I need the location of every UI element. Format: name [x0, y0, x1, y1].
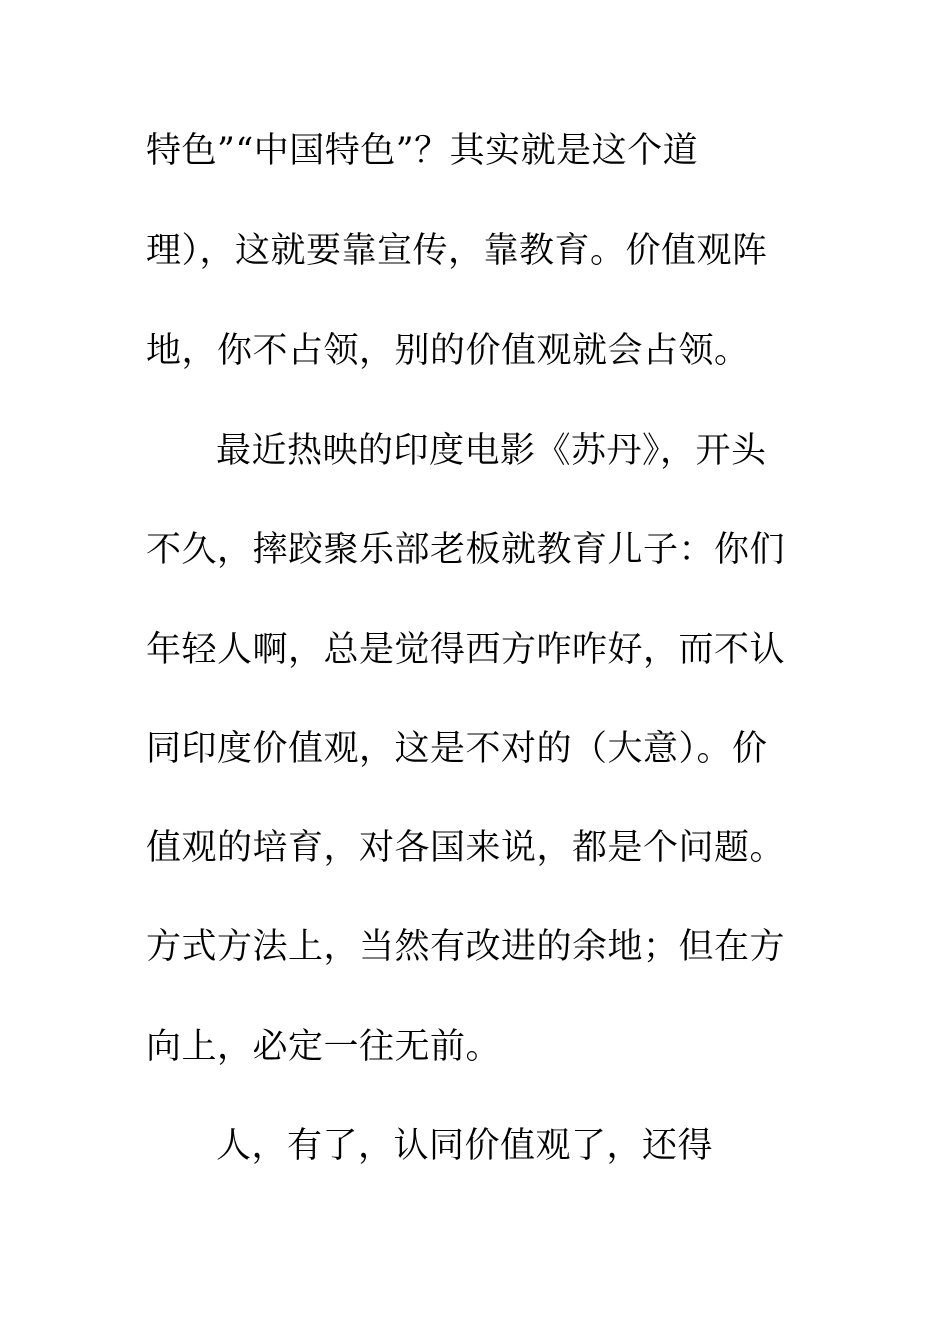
text-line-10: 向上，必定一往无前。 [146, 1027, 502, 1067]
text-line-1: 特色”“中国特色”？其实就是这个道 [146, 131, 699, 171]
text-line-11: 人，有了，认同价值观了，还得 [216, 1126, 714, 1166]
text-line-3: 地，你不占领，别的价值观就会占领。 [146, 331, 750, 371]
text-line-5: 不久，摔跤聚乐部老板就教育儿子：你们 [146, 530, 786, 570]
text-line-9: 方式方法上，当然有改进的余地；但在方 [146, 927, 786, 967]
text-line-8: 值观的培育，对各国来说，都是个问题。 [146, 828, 786, 868]
text-line-2: 理），这就要靠宣传，靠教育。价值观阵 [146, 231, 768, 271]
text-line-6: 年轻人啊，总是觉得西方咋咋好，而不认 [146, 630, 786, 670]
text-line-7: 同印度价值观，这是不对的（大意）。价 [146, 729, 768, 769]
text-line-4: 最近热映的印度电影《苏丹》，开头 [216, 431, 767, 471]
